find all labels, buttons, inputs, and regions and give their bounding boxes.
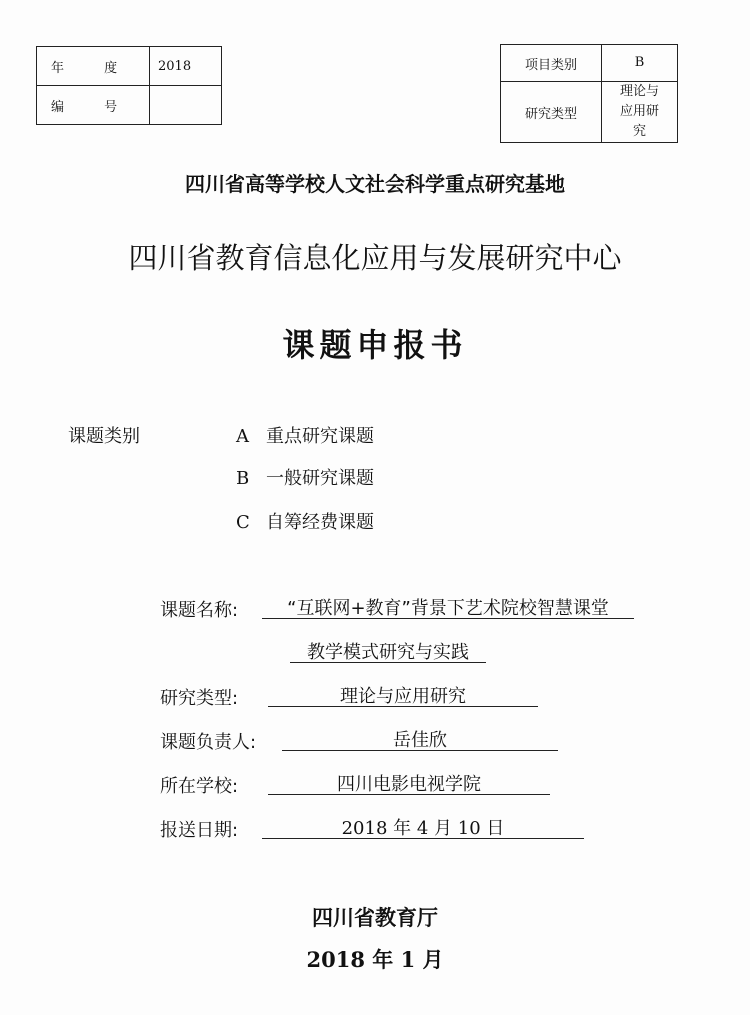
form-research-type-label: 研究类型: <box>160 688 239 709</box>
leader-label: 课题负责人: <box>160 732 257 753</box>
research-center-name: 四川省教育信息化应用与发展研究中心 <box>128 241 622 275</box>
category-text: 重点研究课题 <box>266 426 374 447</box>
school-label: 所在学校: <box>160 776 239 797</box>
category-text: 自筹经费课题 <box>266 512 374 533</box>
issue-date: 2018 年 1 月 <box>306 947 444 972</box>
date-value: 2018 年 4 月 10 日 <box>262 814 584 839</box>
number-value <box>150 86 222 125</box>
issuing-organization: 四川省教育厅 <box>312 906 438 930</box>
category-label: 课题类别 <box>68 426 140 447</box>
research-type-value: 理论与应用研究 <box>602 82 678 143</box>
research-type-label: 研究类型 <box>501 82 602 143</box>
year-label: 年 度 <box>37 47 150 86</box>
document-title: 课题申报书 <box>282 326 468 364</box>
leader-value: 岳佳欣 <box>282 726 558 751</box>
project-name-line2: 教学模式研究与实践 <box>290 638 486 663</box>
research-base-name: 四川省高等学校人文社会科学重点研究基地 <box>185 172 565 196</box>
category-text: 一般研究课题 <box>266 468 374 489</box>
project-name-label: 课题名称: <box>160 600 239 621</box>
project-info-table <box>500 44 678 143</box>
project-name-line1: “互联网+教育”背景下艺术院校智慧课堂 <box>262 594 634 619</box>
year-number-table <box>36 46 222 125</box>
category-letter: A <box>236 426 249 447</box>
project-category-label: 项目类别 <box>501 45 602 82</box>
school-value: 四川电影电视学院 <box>268 770 550 795</box>
date-label: 报送日期: <box>160 820 239 841</box>
number-label: 编 号 <box>37 86 150 125</box>
category-item <box>236 464 374 490</box>
year-value: 2018 <box>150 47 222 86</box>
category-item <box>236 508 374 534</box>
category-item <box>236 422 374 448</box>
category-letter: C <box>236 512 250 533</box>
category-letter: B <box>236 468 250 489</box>
project-category-value: B <box>602 45 678 82</box>
form-research-type-value: 理论与应用研究 <box>268 682 538 707</box>
